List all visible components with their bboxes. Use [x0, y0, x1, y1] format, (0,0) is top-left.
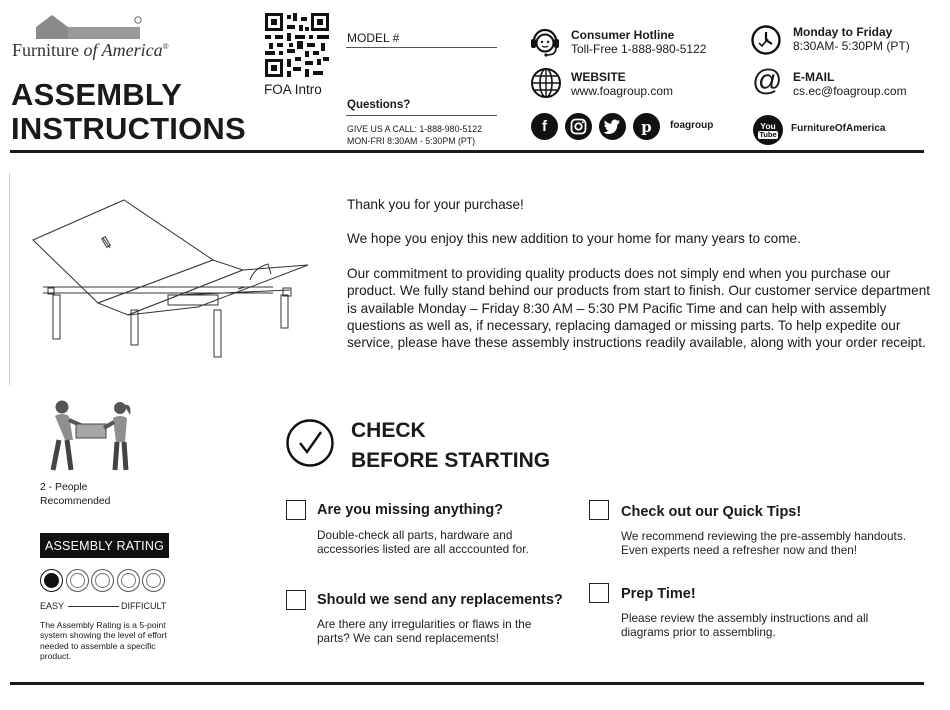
assembly-rating-label: ASSEMBLY RATING: [40, 533, 169, 558]
rating-circle-5: [142, 569, 165, 592]
rating-scale-line: [68, 606, 119, 607]
at-sign-icon: @: [752, 64, 783, 97]
model-underline: [346, 47, 497, 48]
adjustable-bed-illustration: [28, 195, 313, 360]
replacements-title: Should we send any replacements?: [317, 592, 563, 608]
intro-text: [347, 196, 933, 369]
replacements-body: Are there any irregularities or flaws in the parts? We can send replacements!: [317, 617, 532, 645]
website-title: WEBSITE: [571, 70, 626, 84]
missing-anything-checkbox[interactable]: [286, 500, 306, 520]
easy-label: EASY: [40, 601, 65, 611]
clock-icon: [750, 24, 782, 56]
missing-anything-body: Double-check all parts, hardware and accessories listed are all acccounted for.: [317, 528, 529, 556]
globe-icon: [530, 67, 562, 99]
social-handle: foagroup: [670, 120, 714, 131]
email-title: E-MAIL: [793, 70, 835, 84]
instagram-icon[interactable]: [565, 113, 592, 140]
questions-underline: [346, 115, 497, 116]
brand-name: Furniture of America®: [12, 40, 169, 60]
pinterest-icon[interactable]: p: [633, 113, 660, 140]
prep-time-title: Prep Time!: [621, 586, 696, 602]
quick-tips-body: We recommend reviewing the pre-assembly handouts. Even experts need a refresher now and then!: [621, 529, 907, 557]
questions-label: Questions?: [347, 99, 411, 111]
facebook-icon[interactable]: f: [531, 113, 558, 140]
quick-tips-title: Check out our Quick Tips!: [621, 504, 802, 520]
brand-logo: [34, 13, 144, 41]
call-info: GIVE US A CALL: 1-888-980-5122 MON-FRI 8:30AM - 5:30PM (PT): [347, 124, 482, 146]
hotline-number[interactable]: Toll-Free 1-888-980-5122: [571, 42, 707, 56]
youtube-handle: FurnitureOfAmerica: [791, 123, 886, 134]
rating-circle-4: [117, 569, 140, 592]
hotline-title: Consumer Hotline: [571, 28, 675, 42]
email-link[interactable]: cs.ec@foagroup.com: [793, 84, 907, 98]
youtube-icon[interactable]: You Tube: [753, 115, 783, 145]
rating-description: The Assembly Rating is a 5-point system showing the level of effort needed to assemble a specific product.: [40, 620, 167, 662]
check-title: CHECK BEFORE STARTING: [351, 419, 551, 472]
model-label: MODEL #: [347, 31, 400, 45]
missing-anything-title: Are you missing anything?: [317, 502, 504, 518]
rating-circle-1: [40, 569, 63, 592]
rating-circle-3: [91, 569, 114, 592]
website-link[interactable]: www.foagroup.com: [571, 84, 674, 98]
page-title: ASSEMBLY INSTRUCTIONS: [11, 77, 246, 146]
qr-caption: FOA Intro: [264, 82, 322, 97]
two-people-illustration: [40, 398, 140, 474]
header-divider: [10, 150, 924, 153]
intro-left-border: [9, 173, 10, 385]
intro-commitment: Our commitment to providing quality products does not simply end when you purchase our product. We fully stand behind our products from start to finish. Our customer service department is available Monday – Friday 8:30 AM – 5:30 PM Pacific Time and can help with assembly questions as well as, if necessary, replacing damaged or missing parts. To help expedite our service, please have these assembly instructions readily available, along with your order receipt.: [347, 265, 931, 351]
difficult-label: DIFFICULT: [121, 601, 167, 611]
twitter-icon[interactable]: [599, 113, 626, 140]
quick-tips-checkbox[interactable]: [589, 500, 609, 520]
intro-enjoy: We hope you enjoy this new addition to your home for many years to come.: [347, 231, 801, 247]
assembly-rating-scale: [40, 569, 165, 592]
prep-time-body: Please review the assembly instructions and all diagrams prior to assembling.: [621, 611, 869, 639]
hours-value: 8:30AM- 5:30PM (PT): [793, 39, 910, 53]
people-recommendation: 2 - People Recommended: [40, 482, 111, 507]
replacements-checkbox[interactable]: [286, 590, 306, 610]
qr-code[interactable]: [265, 13, 329, 77]
rating-circle-2: [66, 569, 89, 592]
headset-icon: [529, 24, 561, 58]
hours-title: Monday to Friday: [793, 25, 893, 39]
intro-thanks: Thank you for your purchase!: [347, 197, 524, 212]
check-circle-icon: [285, 418, 335, 468]
prep-time-checkbox[interactable]: [589, 583, 609, 603]
footer-divider: [10, 682, 924, 685]
